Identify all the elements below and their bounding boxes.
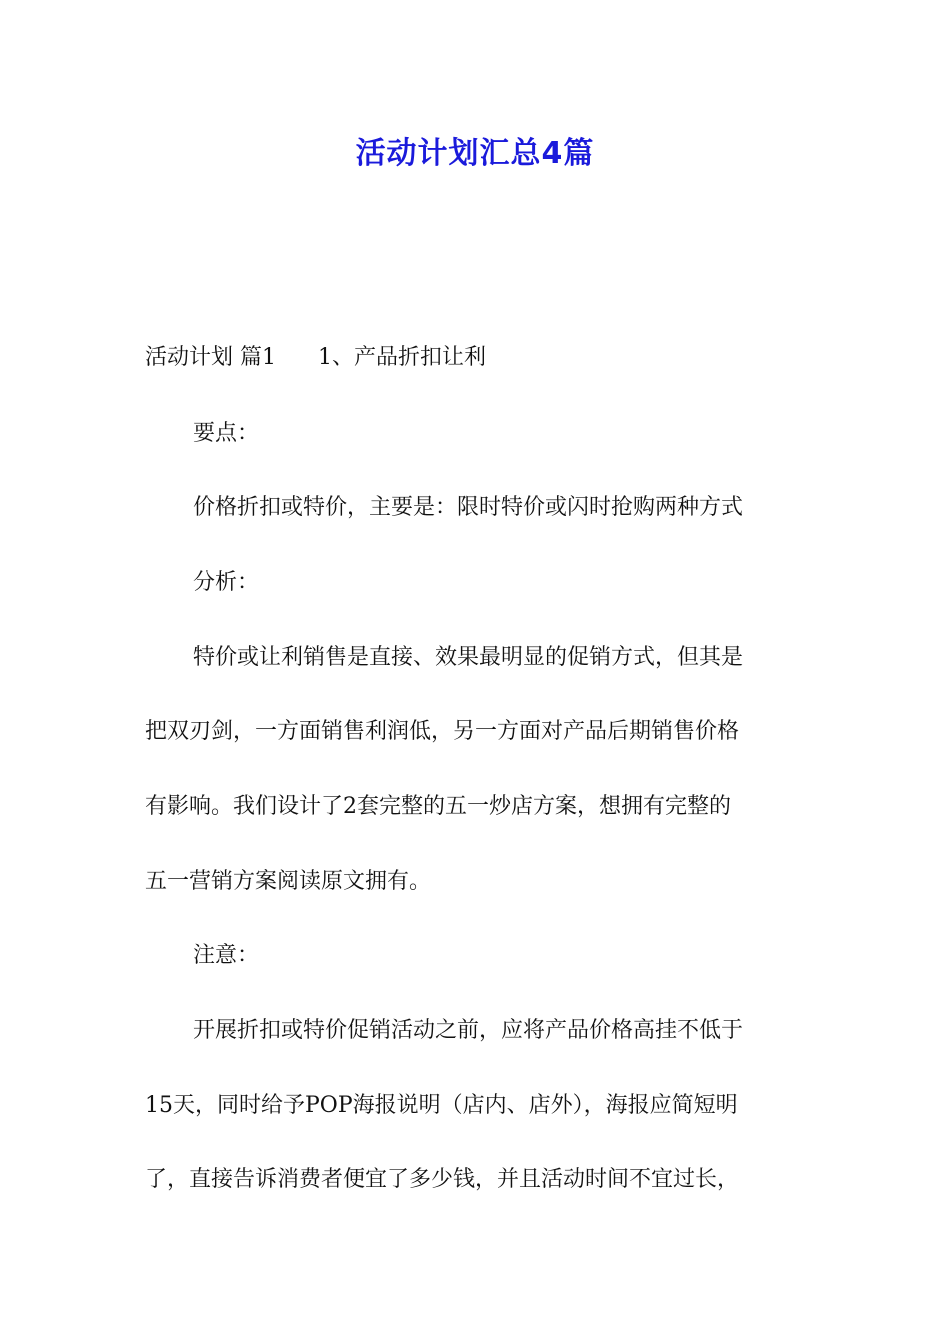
paragraph-line: 特价或让利销售是直接、效果最明显的促销方式，但其是: [193, 645, 744, 670]
paragraph-line: 了，直接告诉消费者便宜了多少钱，并且活动时间不宜过长，: [145, 1167, 740, 1192]
paragraph-line: 15天，同时给予POP海报说明（店内、店外），海报应简短明: [145, 1093, 738, 1118]
paragraph-line: 价格折扣或特价，主要是：限时特价或闪时抢购两种方式: [193, 495, 744, 520]
document-title: 活动计划汇总4篇: [355, 136, 595, 171]
section-heading-line: [145, 343, 815, 373]
paragraph-line: 注意：: [193, 943, 260, 968]
paragraph-line: 开展折扣或特价促销活动之前，应将产品价格高挂不低于: [193, 1018, 744, 1043]
paragraph-line: 有影响。我们设计了2套完整的五一炒店方案，想拥有完整的: [145, 794, 731, 819]
section-heading: 活动计划 篇1: [145, 345, 276, 370]
paragraph-line: 把双刃剑，一方面销售利润低，另一方面对产品后期销售价格: [145, 719, 740, 744]
item-heading: 1、产品折扣让利: [318, 345, 486, 370]
paragraph-line: 五一营销方案阅读原文拥有。: [145, 869, 432, 894]
paragraph-line: 要点：: [193, 421, 260, 446]
paragraph-line: 分析：: [193, 570, 260, 595]
